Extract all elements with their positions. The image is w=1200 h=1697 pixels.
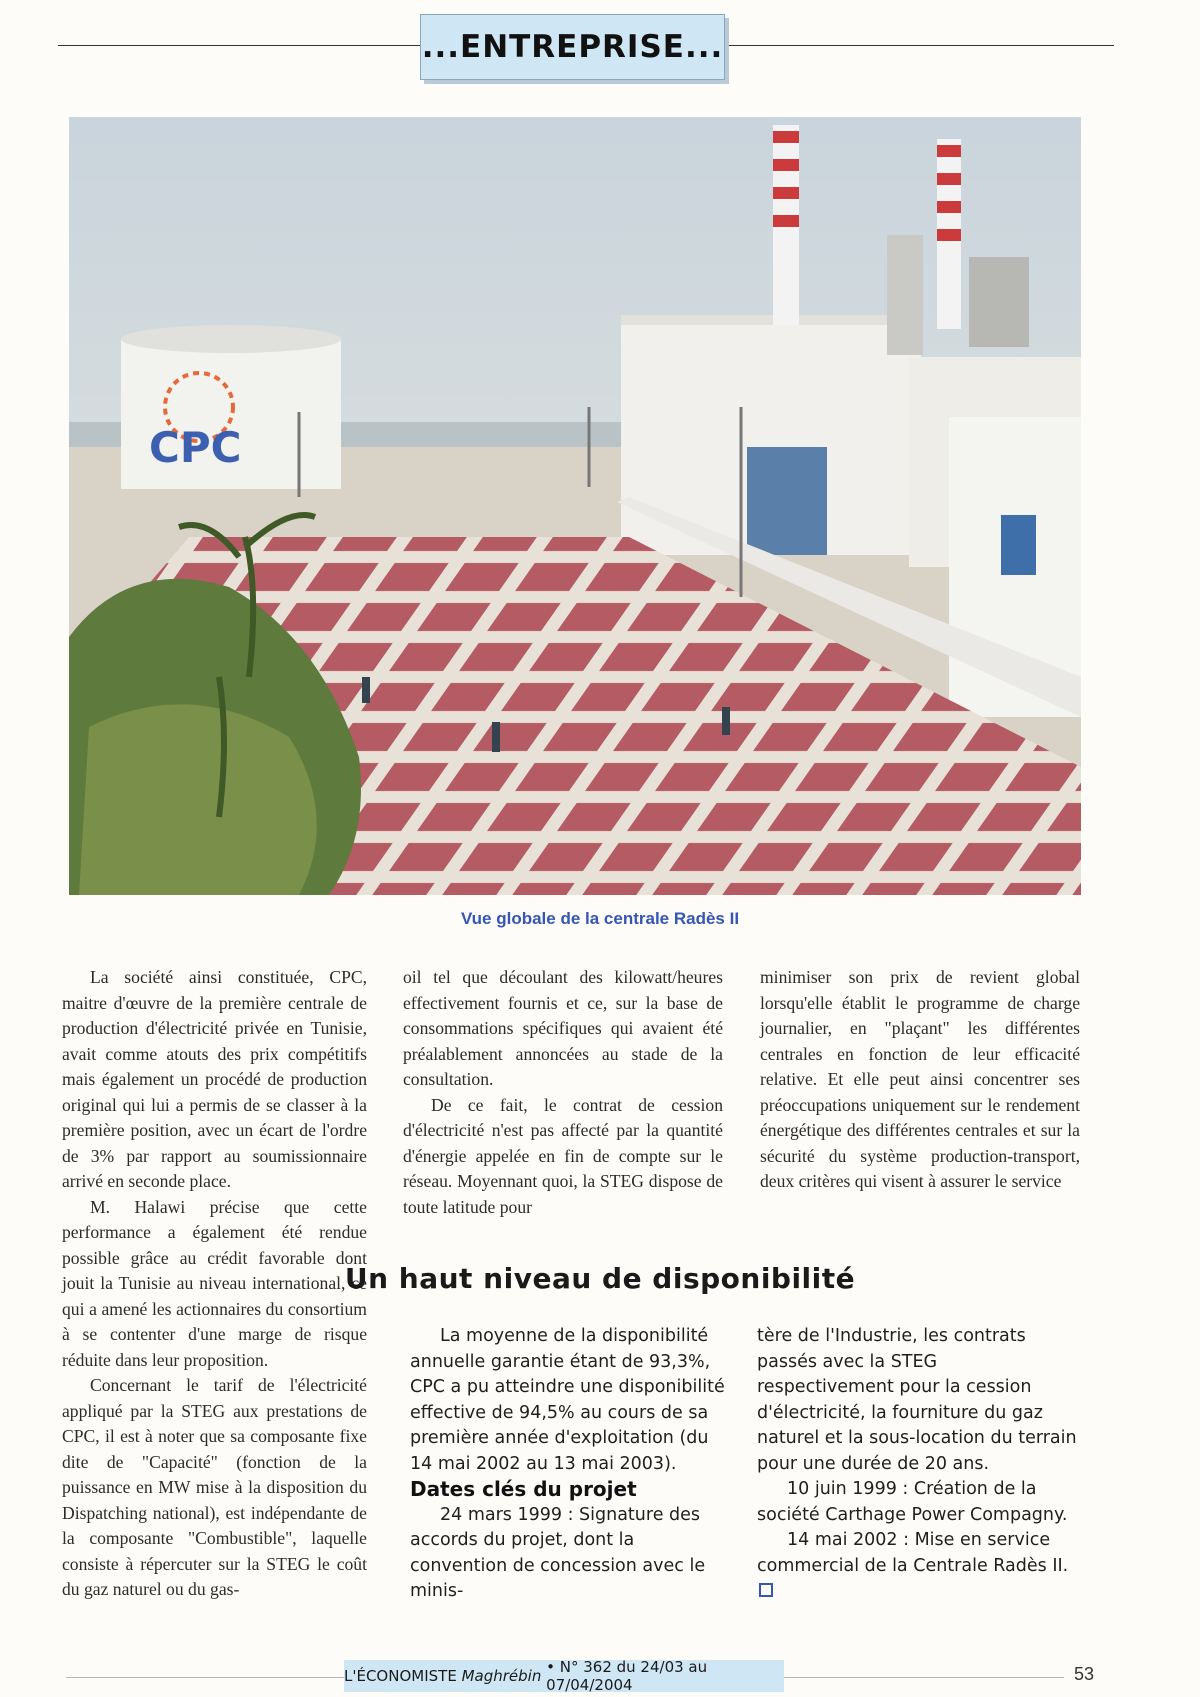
photo-caption: Vue globale de la centrale Radès II	[460, 909, 740, 928]
header-rule-right	[722, 45, 1114, 46]
box-column-2	[757, 1324, 1079, 1605]
footer-publication	[344, 1660, 784, 1692]
section-title: ...ENTREPRISE...	[420, 14, 725, 80]
publication-name: L'ÉCONOMISTE	[344, 1667, 457, 1685]
paragraph: Concernant le tarif de l'électricité appliqué par la STEG aux prestations de CPC, il est à noter que sa composante fixe dite de "Capacité" (fonction de la puissance en MW mise à la disposition du Dispatching national), est indépendante de la composante "Combustible", laquelle consiste à répercuter sur la STEG le coût du gaz naturel ou du gas-	[62, 1375, 367, 1599]
magazine-name: Maghrébin	[461, 1667, 542, 1685]
box-column-1	[410, 1324, 728, 1605]
issue-info: • N° 362 du 24/03 au 07/04/2004	[546, 1658, 708, 1694]
cpc-storage-tank	[121, 325, 341, 489]
chimney-left	[773, 125, 799, 325]
box-headline: Un haut niveau de disponibilité	[344, 1262, 856, 1295]
page-number: 53	[1074, 1664, 1095, 1684]
power-plant-photo	[69, 117, 1081, 895]
paragraph: minimiser son prix de revient global lorsqu'elle établit le programme de charge journalier, en "plaçant" les différentes centrales en fonction de leur efficacité relative. Et elle peut ainsi concentrer ses préoccupations uniquement sur le rendement énergétique des différentes centrales et sur la sécurité du système production-transport, deux critères qui visent à assurer le service	[760, 967, 1080, 1191]
footer-rule-left	[66, 1677, 346, 1678]
article-column-2	[403, 965, 723, 1220]
article-column-3	[760, 965, 1080, 1195]
paragraph-text: 14 mai 2002 : Mise en service commercial de la Centrale Radès II.	[757, 1530, 1069, 1576]
tank-logo-text: CPC	[149, 423, 242, 472]
paragraph: La moyenne de la disponibilité annuelle garantie étant de 93,3%, CPC a pu atteindre une disponibilité effective de 94,5% au cours de sa première année d'exploitation (du 14 mai 2002 au 13 mai 2003).	[410, 1326, 725, 1474]
footer-rule-right	[784, 1677, 1064, 1678]
paragraph: M. Halawi précise que cette performance a également été rendue possible grâce au crédit favorable dont jouit la Tunisie au niveau international, ce qui a amené les actionnaires du consortium à se contenter d'une marge de risque réduite dans leur proposition.	[62, 1196, 367, 1370]
paragraph: tère de l'Industrie, les contrats passés avec la STEG respectivement pour la cession d'électricité, la fourniture du gaz naturel et la sous-location du terrain pour une durée de 20 ans.	[757, 1326, 1077, 1474]
paragraph	[757, 1528, 1079, 1605]
paragraph: oil tel que découlant des kilowatt/heures effectivement fournis et ce, sur la base de consommations spécifiques qui avaient été préalablement annoncées au stade de la consultation.	[403, 967, 723, 1089]
end-mark-icon	[759, 1583, 773, 1597]
paragraph: La société ainsi constituée, CPC, maitre d'œuvre de la première centrale de production d'électricité privée en Tunisie, avait comme atouts des prix compétitifs mais également un procédé de production original qui lui a permis de se classer à la première position, avec un écart de l'ordre de 3% par rapport au soumissionnaire arrivé en seconde place.	[62, 967, 367, 1191]
paragraph: 10 juin 1999 : Création de la société Carthage Power Compagny.	[757, 1479, 1068, 1525]
header-rule-left	[58, 45, 422, 46]
paragraph: 24 mars 1999 : Signature des accords du projet, dont la convention de concession avec le minis-	[410, 1504, 706, 1601]
paragraph: De ce fait, le contrat de cession d'électricité n'est pas affecté par la quantité d'énergie appelée en fin de compte sur le réseau. Moyennant quoi, la STEG dispose de toute latitude pour	[403, 1094, 723, 1217]
chimney-right	[937, 139, 961, 329]
box-subheading: Dates clés du projet	[410, 1477, 637, 1501]
